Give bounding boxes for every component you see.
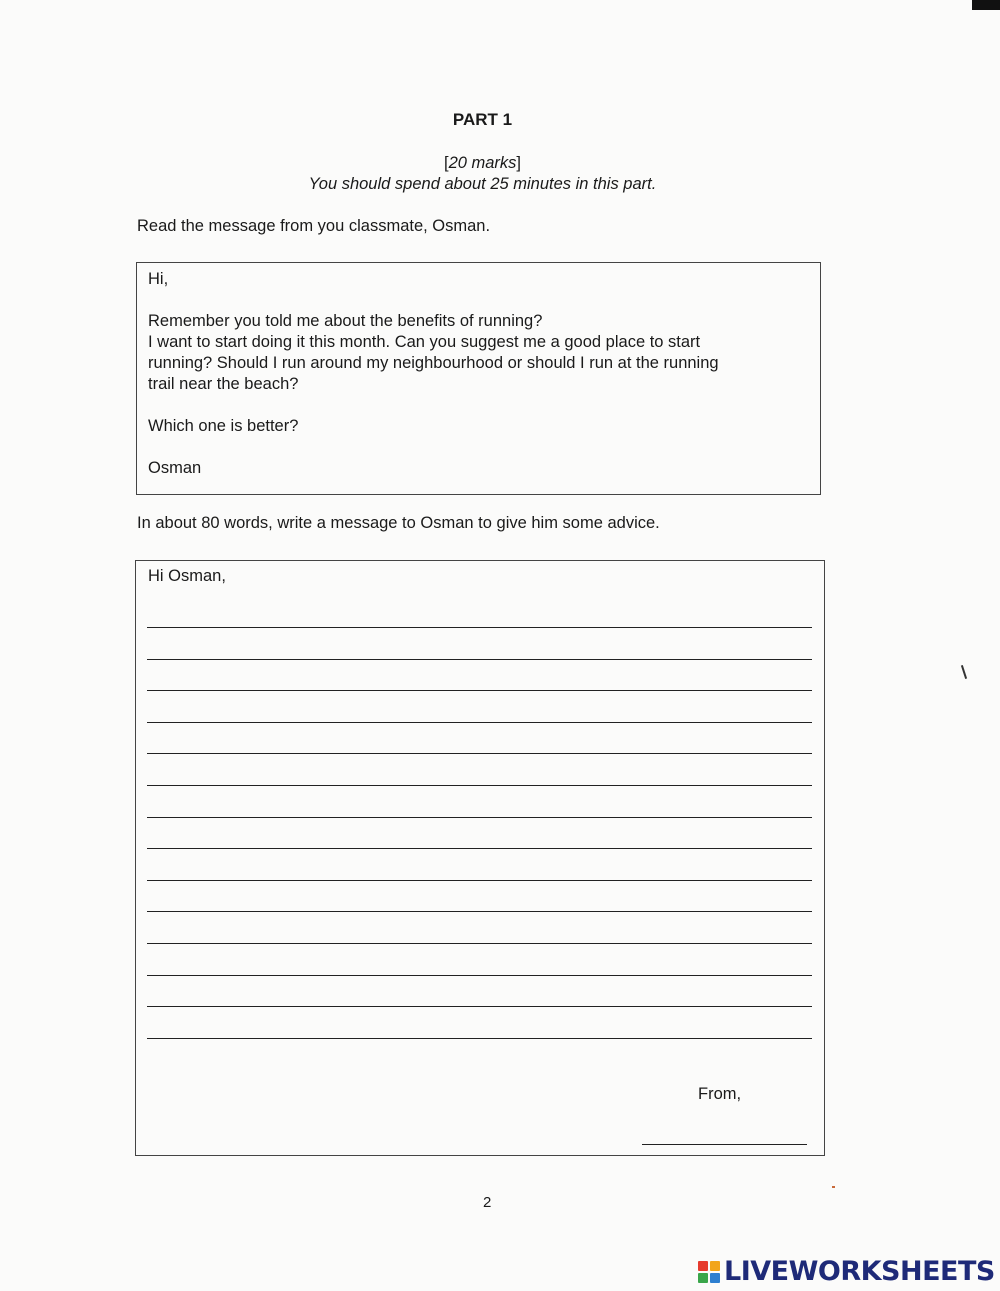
page-number: 2 (483, 1194, 492, 1211)
answer-box (135, 560, 825, 1156)
marks-text: 20 marks (448, 154, 517, 172)
message-question: Which one is better? (148, 417, 299, 435)
writing-line[interactable] (147, 848, 812, 849)
marks-open-bracket: [ (443, 154, 449, 172)
writing-line[interactable] (147, 1038, 812, 1039)
signature-line[interactable] (642, 1144, 807, 1145)
read-instruction: Read the message from you classmate, Osman. (137, 217, 491, 235)
writing-line[interactable] (147, 943, 812, 944)
writing-line[interactable] (147, 817, 812, 818)
part-title: PART 1 (452, 110, 513, 129)
answer-greeting: Hi Osman, (148, 567, 226, 585)
logo-block (710, 1261, 720, 1271)
message-body-line: I want to start doing it this month. Can you suggest me a good place to start (148, 333, 701, 351)
message-signoff: Osman (148, 459, 202, 477)
logo-block (710, 1273, 720, 1283)
stray-dot (832, 1186, 835, 1188)
osman-message-box (136, 262, 821, 495)
marks-allocation (0, 154, 965, 173)
message-body-line: running? Should I run around my neighbourhood or should I run at the running (148, 354, 719, 372)
message-body-line: Remember you told me about the benefits of running? (148, 312, 543, 330)
writing-line[interactable] (147, 627, 812, 628)
writing-line[interactable] (147, 690, 812, 691)
message-body (148, 311, 808, 395)
writing-line[interactable] (147, 911, 812, 912)
writing-line[interactable] (147, 722, 812, 723)
logo-text: LIVEWORKSHEETS (724, 1256, 995, 1287)
from-label: From, (698, 1085, 742, 1103)
logo-block (698, 1261, 708, 1271)
writing-line[interactable] (147, 1006, 812, 1007)
message-body-line: trail near the beach? (148, 375, 299, 393)
logo-blocks-icon (698, 1261, 720, 1283)
scan-edge-mark (972, 0, 1000, 10)
writing-line[interactable] (147, 659, 812, 660)
time-note: You should spend about 25 minutes in this part. (308, 175, 657, 193)
stray-pen-mark (961, 665, 967, 679)
write-instruction: In about 80 words, write a message to Osman to give him some advice. (137, 514, 660, 532)
liveworksheets-logo (698, 1256, 995, 1287)
marks-close-bracket: ] (516, 154, 522, 172)
writing-line[interactable] (147, 753, 812, 754)
writing-line[interactable] (147, 880, 812, 881)
writing-line[interactable] (147, 975, 812, 976)
message-greeting: Hi, (148, 270, 169, 288)
logo-block (698, 1273, 708, 1283)
writing-line[interactable] (147, 785, 812, 786)
